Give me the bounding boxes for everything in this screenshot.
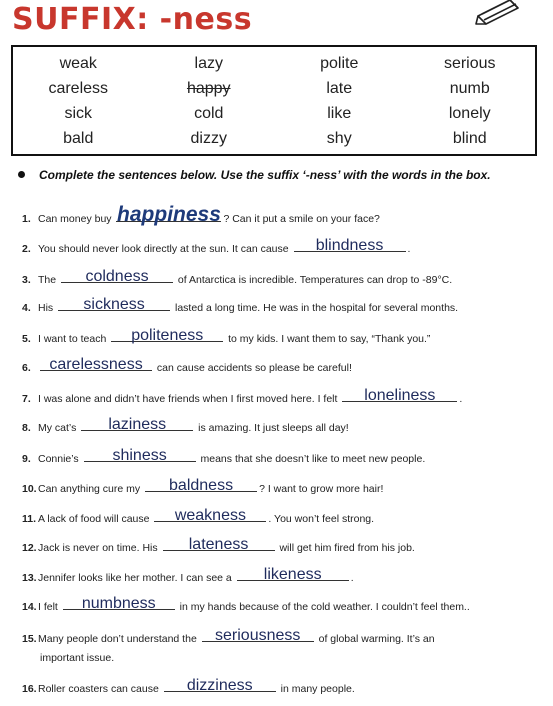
- question-text: of Antarctica is incredible. Temperatures can drop to -89°C.: [175, 274, 453, 286]
- handwritten-answer: weakness: [174, 507, 246, 524]
- word-cell: late: [326, 79, 353, 97]
- question-number: 8.: [22, 422, 31, 434]
- answer-blank[interactable]: [116, 203, 221, 226]
- word-cell: cold: [194, 104, 224, 122]
- question-text: I was alone and didn’t have friends when I first moved here. I felt: [38, 393, 341, 405]
- handwritten-answer: politeness: [131, 327, 204, 344]
- question-4: [22, 296, 459, 314]
- question-number: 10.: [22, 483, 37, 495]
- handwritten-answer: lateness: [188, 536, 249, 553]
- word-row: [13, 126, 535, 151]
- answer-blank[interactable]: [145, 477, 257, 494]
- answer-blank[interactable]: [164, 677, 276, 694]
- handwritten-answer: coldness: [85, 268, 149, 285]
- word-cell: bald: [63, 129, 94, 147]
- question-2: [22, 237, 411, 255]
- handwritten-answer: shiness: [112, 447, 167, 464]
- answer-blank[interactable]: [202, 627, 314, 644]
- question-number: 16.: [22, 683, 37, 695]
- word-cell: sick: [64, 104, 93, 122]
- question-number: 4.: [22, 302, 31, 314]
- word-cell: dizzy: [190, 129, 227, 147]
- question-text: His: [38, 302, 57, 314]
- word-row: [13, 51, 535, 76]
- question-6: [22, 356, 352, 374]
- question-text: I felt: [38, 601, 61, 613]
- word-cell: numb: [449, 79, 490, 97]
- question-text: Roller coasters can cause: [38, 683, 162, 695]
- handwritten-answer: happiness: [117, 203, 221, 226]
- question-text: is amazing. It just sleeps all day!: [195, 422, 349, 434]
- handwritten-answer: seriousness: [215, 627, 301, 644]
- word-row: [13, 101, 535, 126]
- answer-blank[interactable]: [84, 447, 196, 464]
- word-box: [11, 45, 537, 156]
- question-11: [22, 507, 375, 525]
- instructions: [18, 168, 491, 182]
- question-12: [22, 536, 415, 554]
- question-text: can cause accidents so please be careful!: [154, 362, 352, 374]
- word-cell: blind: [452, 129, 487, 147]
- handwritten-answer: likeness: [263, 566, 322, 583]
- question-number: 1.: [22, 213, 31, 225]
- pencil-icon: [474, 0, 522, 26]
- answer-blank[interactable]: [61, 268, 173, 285]
- handwritten-answer: laziness: [108, 416, 167, 433]
- question-text: means that she doesn’t like to meet new people.: [197, 453, 426, 465]
- question-text: of global warming. It’s an: [315, 633, 435, 645]
- question-text: Can anything cure my: [38, 483, 144, 495]
- question-number: 2.: [22, 243, 31, 255]
- answer-blank[interactable]: [81, 416, 193, 433]
- question-text: .: [407, 243, 411, 255]
- word-cell: shy: [326, 129, 352, 147]
- worksheet-title: SUFFIX: -ness: [12, 2, 253, 37]
- question-text: will get him fired from his job.: [276, 542, 415, 554]
- answer-blank[interactable]: [111, 327, 223, 344]
- question-text: Connie’s: [38, 453, 82, 465]
- answer-blank[interactable]: [342, 387, 457, 404]
- question-number: 14.: [22, 601, 37, 613]
- question-number: 9.: [22, 453, 31, 465]
- question-text: in my hands because of the cold weather. I couldn’t feel them..: [176, 601, 470, 613]
- question-15: [22, 627, 435, 645]
- answer-blank[interactable]: [154, 507, 266, 524]
- word-cell: polite: [320, 54, 359, 72]
- word-row: [13, 76, 535, 101]
- question-text: The: [38, 274, 60, 286]
- word-cell: lazy: [194, 54, 223, 72]
- question-text: .: [350, 572, 354, 584]
- answer-blank[interactable]: [237, 566, 349, 583]
- question-text: I want to teach: [38, 333, 110, 345]
- question-8: [22, 416, 349, 434]
- question-text: Can money buy: [38, 213, 115, 225]
- word-cell: like: [327, 104, 352, 122]
- word-cell: careless: [48, 79, 109, 97]
- question-number: 12.: [22, 542, 37, 554]
- answer-blank[interactable]: [63, 595, 175, 612]
- question-number: 6.: [22, 362, 31, 374]
- question-text: Jennifer looks like her mother. I can see a: [38, 572, 235, 584]
- question-text: ? Can it put a smile on your face?: [223, 213, 380, 225]
- handwritten-answer: baldness: [169, 477, 234, 494]
- question-text: Jack is never on time. His: [38, 542, 161, 554]
- question-number: 7.: [22, 393, 31, 405]
- question-13: [22, 566, 354, 584]
- handwritten-answer: blindness: [315, 237, 384, 254]
- question-text: ? I want to grow more hair!: [259, 483, 384, 495]
- question-text: Many people don’t understand the: [38, 633, 200, 645]
- handwritten-answer: carelessness: [49, 356, 143, 373]
- question-10: [22, 477, 384, 495]
- word-table: [13, 51, 535, 151]
- question-text: to my kids. I want them to say, “Thank you.”: [225, 333, 431, 345]
- question-7: [22, 387, 463, 405]
- question-1: [22, 203, 380, 226]
- question-number: 3.: [22, 274, 31, 286]
- question-number: 11.: [22, 513, 37, 525]
- instructions-text: Complete the sentences below. Use the suffix ‘-ness’ with the words in the box.: [39, 168, 491, 182]
- question-text: . You won’t feel strong.: [268, 513, 375, 525]
- handwritten-answer: sickness: [83, 296, 145, 313]
- question-text: .: [459, 393, 463, 405]
- question-16: [22, 677, 355, 695]
- bullet-icon: [18, 171, 25, 178]
- answer-blank[interactable]: [294, 237, 406, 254]
- question-number: 15.: [22, 633, 37, 645]
- question-text: You should never look directly at the sun. It can cause: [38, 243, 292, 255]
- handwritten-answer: dizziness: [186, 677, 253, 694]
- question-text: in many people.: [277, 683, 355, 695]
- handwritten-answer: numbness: [81, 595, 156, 612]
- handwritten-answer: loneliness: [364, 387, 436, 404]
- answer-blank[interactable]: [58, 296, 170, 313]
- word-cell: weak: [59, 54, 97, 72]
- question-text: My cat’s: [38, 422, 80, 434]
- word-cell: lonely: [448, 104, 491, 122]
- question-number: 5.: [22, 333, 31, 345]
- word-cell: serious: [443, 54, 496, 72]
- question-text: A lack of food will cause: [38, 513, 153, 525]
- question-14: [22, 595, 470, 613]
- question-3: [22, 268, 453, 286]
- word-cell: happy: [186, 79, 231, 97]
- question-text: lasted a long time. He was in the hospital for several months.: [172, 302, 459, 314]
- answer-blank[interactable]: [163, 536, 275, 553]
- question-continuation: important issue.: [40, 652, 115, 664]
- question-9: [22, 447, 426, 465]
- question-5: [22, 327, 431, 345]
- answer-blank[interactable]: [40, 356, 152, 373]
- question-number: 13.: [22, 572, 37, 584]
